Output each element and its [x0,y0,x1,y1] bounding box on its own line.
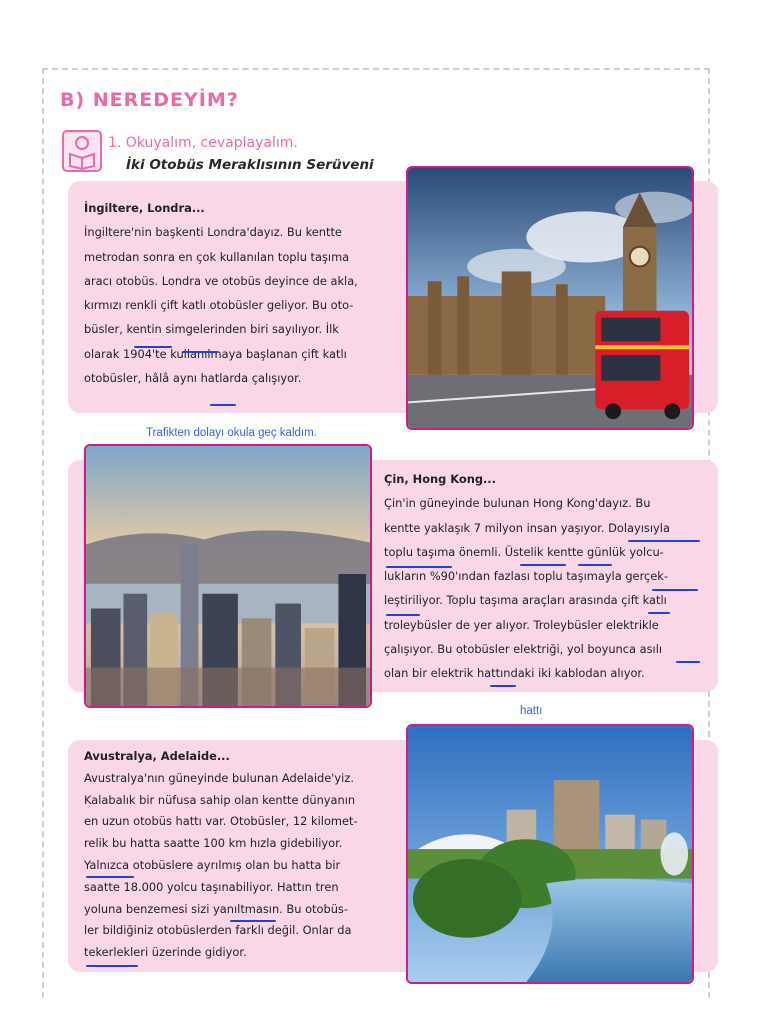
hongkong-line: leştiriliyor. Toplu taşıma araçları arasında çift katlı [384,593,667,608]
hongkong-photo [84,444,372,708]
hongkong-place: Çin, Hong Kong... [384,472,496,486]
adelaide-line: Kalabalık bir nüfusa sahip olan kentte dünyanın [84,792,356,807]
pen-underline [628,540,700,542]
hongkong-text [384,467,700,686]
adelaide-photo [406,724,694,984]
reading-book-icon [62,130,102,172]
task-label: 1. Okuyalım, cevaplayalım. [108,135,298,151]
london-place: İngiltere, Londra... [84,201,205,215]
pen-underline [86,965,138,967]
story-title: İki Otobüs Meraklısının Serüveni [126,157,374,173]
london-line: İngiltere'nin başkenti Londra'dayız. Bu kentte [84,225,342,240]
london-line: metrodan sonra en çok kullanılan toplu taşıma [84,249,350,264]
adelaide-line: yoluna benzemesi sizi yanıltmasın. Bu otobüs- [84,901,348,916]
pen-underline [134,346,172,348]
pen-underline [386,614,420,616]
handwritten-note: hattı [520,705,543,717]
london-line: aracı otobüs. Londra ve otobüs deyince de akla, [84,273,358,288]
hongkong-line: troleybüsler de yer alıyor. Troleybüsler elektrikle [384,617,659,632]
adelaide-text [84,746,384,964]
london-line: otobüsler, hâlâ aynı hatlarda çalışıyor. [84,371,302,386]
pen-underline [386,566,452,568]
hongkong-line: çalışıyor. Bu otobüsler elektriği, yol boyunca asılı [384,642,663,657]
pen-underline [652,589,698,591]
pen-underline [182,351,218,353]
adelaide-line: relik bu hatta saatte 100 km hızla gidebiliyor. [84,836,343,851]
handwritten-note: Trafikten dolayı okula geç kaldım. [146,427,317,439]
adelaide-line: Avustralya'nın güneyinde bulunan Adelaide'yiz. [84,770,354,785]
pen-underline [210,404,236,406]
pen-underline [520,564,566,566]
london-line: büsler, kentin simgelerinden biri sayılıyor. İlk [84,322,339,337]
adelaide-line: Yalnızca otobüslere ayrılmış olan bu hatta bir [84,857,341,872]
pen-underline [676,661,700,663]
adelaide-line: en uzun otobüs hattı var. Otobüsler, 12 kilomet- [84,814,358,829]
london-text [84,196,384,390]
pen-underline [578,564,612,566]
london-line: kırmızı renkli çift katlı otobüsler geliyor. Bu oto- [84,298,354,313]
adelaide-line: tekerlekleri üzerinde gidiyor. [84,945,247,960]
hongkong-line: Çin'in güneyinde bulunan Hong Kong'dayız. Bu [384,496,651,511]
hongkong-line: kentte yaklaşık 7 milyon insan yaşıyor. Dolayısıyla [384,520,670,535]
pen-underline [86,876,134,878]
pen-underline [230,920,276,922]
pen-underline [490,685,516,687]
adelaide-line: saatte 18.000 yolcu taşınabiliyor. Hattın tren [84,879,339,894]
adelaide-line: ler bildiğiniz otobüslerden farklı değil. Onlar da [84,923,352,938]
adelaide-place: Avustralya, Adelaide... [84,749,230,763]
section-title: B) NEREDEYİM? [60,89,239,111]
pen-underline [648,612,670,614]
hongkong-line: lukların %90'ından fazlası toplu taşımayla gerçek- [384,569,668,584]
london-line: olarak 1904'te kullanılmaya başlanan çift katlı [84,346,347,361]
london-photo [406,166,694,430]
hongkong-line: olan bir elektrik hattındaki iki kablodan alıyor. [384,666,645,681]
hongkong-line: toplu taşıma önemli. Üstelik kentte günlük yolcu- [384,544,664,559]
